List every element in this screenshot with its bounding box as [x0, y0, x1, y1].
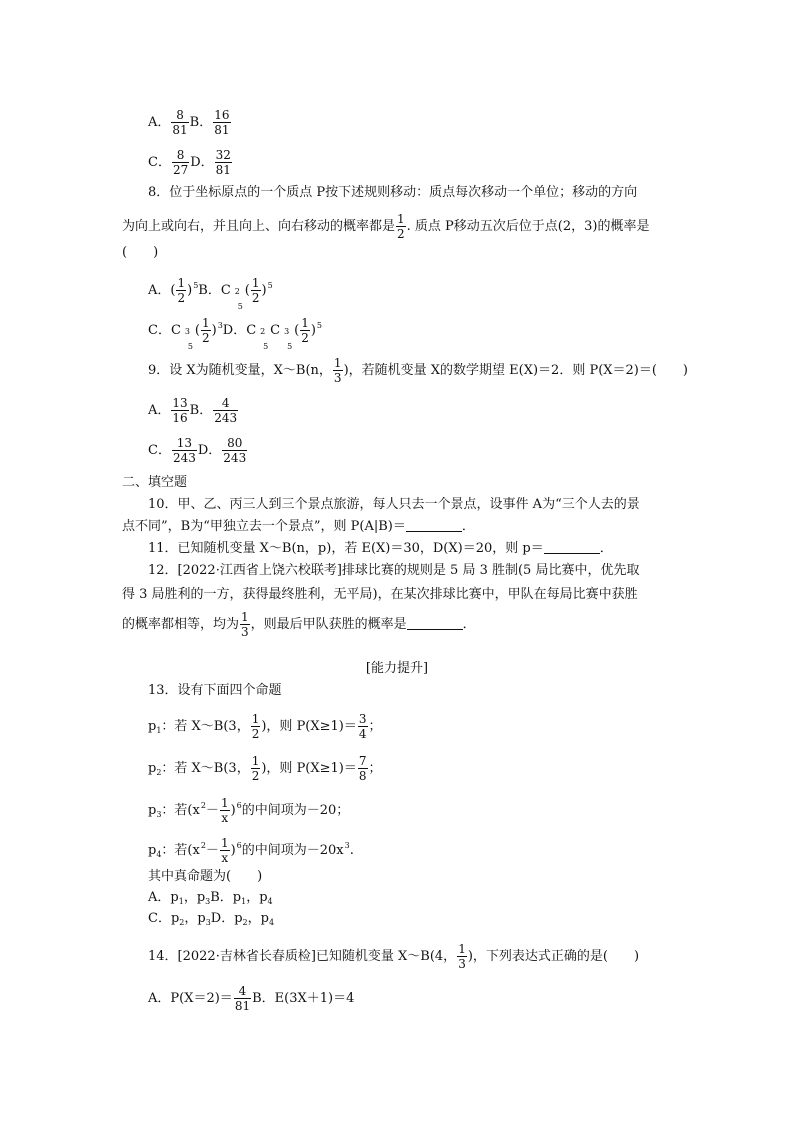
q13-proposition-p1: $p_1$：若 X～B(3， $\frac{1}{2}$ )，则 P(X≥1)＝ $\frac{3}{4}$ ；: [148, 712, 382, 741]
q8-options-cd: C．C 3 5 ( $\frac{1}{2}$ )$^3$D．C 2 5 C 3 5 ( $\frac{1}{2}$ )$^5$: [148, 316, 323, 351]
q7-option-a-fraction: $\frac{8}{81}$: [172, 108, 188, 137]
q8-line1: 8．位于坐标原点的一个质点 P按下述规则移动：质点每次移动一个单位；移动的方向: [148, 185, 638, 200]
q7-option-d-fraction: $\frac{32}{81}$: [215, 148, 231, 177]
q7-option-c-fraction: $\frac{8}{27}$: [172, 148, 189, 177]
q12-line3: 的概率都相等，均为 $\frac{1}{3}$ ，则最后甲队获胜的概率是 ．: [122, 610, 476, 639]
q12-answer-blank[interactable]: [407, 617, 463, 630]
q13-stem: 13．设有下面四个命题: [148, 683, 282, 698]
section-fill-in-title: 二、填空题: [122, 475, 188, 490]
q9-options-ab: A． $\frac{13}{16}$ B． $\frac{4}{243}$: [148, 396, 238, 425]
section-ability-title: [能力提升]: [365, 661, 429, 676]
q8-paren: ( ): [122, 245, 159, 260]
q14-options-ab: A．P(X＝2)＝ $\frac{4}{81}$ B．E(3X＋1)＝4: [148, 984, 355, 1013]
q8-half-fraction: $\frac{1}{2}$: [397, 212, 405, 241]
q10-line2: 点不同”，B为“甲独立去一个景点”，则 P(A|B)＝ ．: [122, 519, 475, 534]
q7-options-cd: C． $\frac{8}{27}$ D． $\frac{32}{81}$: [148, 148, 231, 177]
q12-line2: 得 3 局胜利的一方，获得最终胜利，无平局)，在某次排球比赛中，甲队在每局比赛中获胜: [122, 587, 638, 602]
q13-ask: 其中真命题为( ): [148, 869, 263, 884]
q9-stem: 9．设 X为随机变量，X～B(n， $\frac{1}{3}$ )，若随机变量 X的数学期望 E(X)＝2．则 P(X＝2)＝( ): [148, 356, 689, 385]
q13-proposition-p2: $p_2$：若 X～B(3， $\frac{1}{2}$ )，则 P(X≥1)＝ $\frac{7}{8}$ ；: [148, 754, 382, 783]
q7-options-ab: A． $\frac{8}{81}$ B． $\frac{16}{81}$: [148, 108, 230, 137]
q8-line2: 为向上或向右，并且向上、向右移动的概率都是 $\frac{1}{2}$ . 质点 P移动五次后位于点(2，3)的概率是: [122, 212, 650, 241]
q13-options-cd: C．$p_2$，$p_3D$．$p_2$，$p_4$: [148, 911, 275, 927]
q13-proposition-p3: $p_3$：若($x^2-$ $\frac{1}{x}$ )$^6$的中间项为－20；: [148, 796, 350, 825]
q9-options-cd: C． $\frac{13}{243}$ D． $\frac{80}{243}$: [148, 436, 247, 465]
q13-options-ab: A．$p_1$，$p_3B$．$p_1$，$p_4$: [148, 890, 273, 906]
q11-line: 11．已知随机变量 X～B(n，p)，若 E(X)＝30，D(X)＝20，则 p＝ ．: [148, 541, 613, 556]
q13-proposition-p4: $p_4$：若($x^2-$ $\frac{1}{x}$ )$^6$的中间项为$-20x^3$.: [148, 836, 354, 865]
q12-line1: 12．[2022·江西省上饶六校联考]排球比赛的规则是 5 局 3 胜制(5 局比赛中，优先取: [148, 563, 640, 578]
q14-stem: 14．[2022·吉林省长春质检]已知随机变量 X～B(4， $\frac{1}{3}$ )，下列表达式正确的是( ): [148, 942, 640, 971]
q14-third-fraction: $\frac{1}{3}$: [458, 942, 466, 971]
q12-third-fraction: $\frac{1}{3}$: [241, 610, 249, 639]
q8-options-ab: A．( $\frac{1}{2}$ )$^5$B．C 2 5 ( $\frac{1}{2}$ )$^5$: [148, 276, 273, 311]
q10-answer-blank[interactable]: [406, 519, 462, 532]
q9-third-fraction: $\frac{1}{3}$: [333, 356, 342, 385]
q7-option-b-fraction: $\frac{16}{81}$: [214, 108, 230, 137]
q11-answer-blank[interactable]: [544, 541, 600, 554]
q10-line1: 10．甲、乙、丙三人到三个景点旅游，每人只去一个景点，设事件 A为“三个人去的景: [148, 497, 640, 512]
